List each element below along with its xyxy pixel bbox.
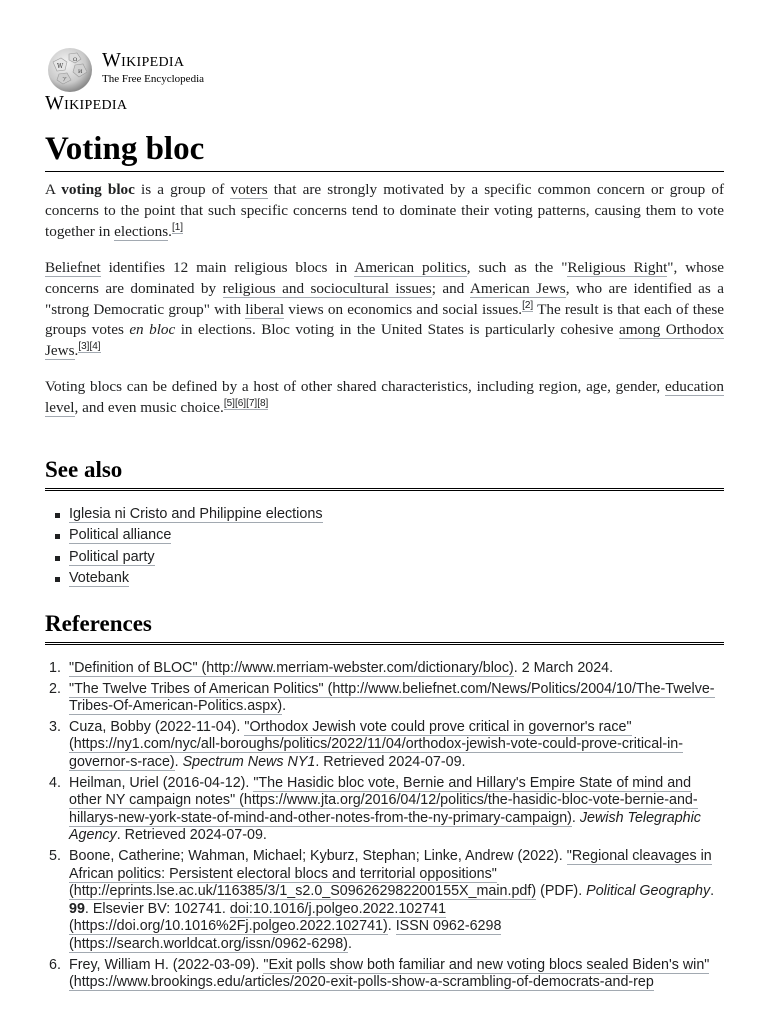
term-bold: voting bloc xyxy=(61,181,135,198)
site-logo[interactable] xyxy=(45,44,305,94)
ref-link[interactable]: "Exit polls show both familiar and new voting blocs sealed Biden's win" (https://www.brookings.edu/articles/2020-exit-polls-show-a-scrambling-of-democrats-and-rep xyxy=(69,956,710,991)
ref-number: 1. xyxy=(49,660,61,676)
text: ; and xyxy=(431,279,470,297)
text: that are strongly motivated by a specific common concern or group of concerns to the point that such specific concerns tend to dominate their voting patterns, causing them to vote together in xyxy=(45,181,724,240)
text: The result is that each of these groups votes xyxy=(45,300,724,339)
ref-text: . Elsevier BV: 102741. xyxy=(84,900,230,917)
see-also-list xyxy=(45,504,323,589)
ref-text: . xyxy=(571,809,580,826)
ref-text: Heilman, Uriel (2016-04-12). xyxy=(69,774,254,791)
link-american-jews[interactable]: American Jews xyxy=(469,279,566,297)
ref-text: . xyxy=(710,883,715,900)
text: . xyxy=(74,342,79,360)
references-heading: References xyxy=(45,609,724,645)
link-religious-right[interactable]: Religious Right xyxy=(567,259,668,276)
ref-text: (PDF). xyxy=(536,883,587,900)
link-american-politics[interactable]: American politics xyxy=(354,259,467,276)
text: is a group of xyxy=(134,181,231,198)
reference-item xyxy=(45,660,724,678)
ref-link[interactable]: "The Twelve Tribes of American Politics" (http://www.beliefnet.com/News/Politics/2004/10/The-Twelve-Tribes-Of-American-Politics.aspx) xyxy=(69,680,715,715)
intro-paragraph-1 xyxy=(45,180,724,242)
term-en-bloc: en bloc xyxy=(129,321,176,339)
list-item xyxy=(45,525,323,546)
ref-text: . xyxy=(282,698,287,715)
reference-item xyxy=(45,775,724,845)
intro-paragraph-3 xyxy=(45,377,724,419)
svg-text:Ω: Ω xyxy=(73,57,78,63)
citation-5[interactable]: [5] xyxy=(223,397,235,409)
link-beliefnet[interactable]: Beliefnet xyxy=(45,259,101,276)
reference-item xyxy=(45,848,724,954)
link-education-level[interactable]: education level xyxy=(45,378,724,416)
text: , who are identified as a "strong Democratic group" with xyxy=(45,279,724,318)
ref-link[interactable]: "Regional cleavages in African politics: Persistent electoral blocs and territorial oppositions" (http://eprints.lse.ac.uk/116385/3/1_s2.0_S096262982200155X_main.pdf) xyxy=(69,847,712,900)
text: . xyxy=(168,222,172,240)
reference-item xyxy=(45,957,724,992)
citation-3[interactable]: [3] xyxy=(78,341,90,353)
text: , such as the " xyxy=(466,259,568,276)
svg-text:И: И xyxy=(78,69,83,75)
link-liberal[interactable]: liberal xyxy=(245,300,285,318)
ref-text: . xyxy=(387,918,396,935)
ref-text: Cuza, Bobby (2022-11-04). xyxy=(69,718,245,735)
link-voters[interactable]: voters xyxy=(230,181,268,198)
ref-journal: Political Geography xyxy=(586,883,711,900)
see-also-heading: See also xyxy=(45,455,724,491)
ref-text: Boone, Catherine; Wahman, Michael; Kyburz, Stephan; Linke, Andrew (2022). xyxy=(69,847,567,864)
text: , and even music choice. xyxy=(74,398,224,416)
citation-1[interactable]: [1] xyxy=(171,221,184,233)
see-also-link[interactable]: Votebank xyxy=(69,569,130,586)
wordmark: Wikipedia xyxy=(102,49,185,71)
ref-publisher: Jewish Telegraphic Agency xyxy=(69,809,701,844)
citation-7[interactable]: [7] xyxy=(246,397,258,409)
text: identifies 12 main religious blocs in xyxy=(100,259,355,276)
text: A xyxy=(45,181,62,198)
see-also-link[interactable]: Political alliance xyxy=(69,527,172,544)
link-elections[interactable]: elections xyxy=(114,222,169,240)
reference-item xyxy=(45,719,724,772)
see-also-link[interactable]: Political party xyxy=(69,548,155,565)
references-list xyxy=(45,660,724,995)
citation-6[interactable]: [6] xyxy=(234,397,247,409)
ref-text: . Retrieved 2024-07-09. xyxy=(116,827,267,844)
wikipedia-globe-icon xyxy=(45,44,95,94)
text: Voting blocs can be defined by a host of other shared characteristics, including region, age, gender, xyxy=(45,378,665,395)
citation-4[interactable]: [4] xyxy=(89,341,101,353)
ref-number: 4. xyxy=(49,774,61,791)
ref-doi-link[interactable]: doi:10.1016/j.polgeo.2022.102741 (https://doi.org/10.1016%2Fj.polgeo.2022.102741) xyxy=(69,900,447,935)
ref-number: 5. xyxy=(49,847,61,864)
ref-link[interactable]: "The Hasidic bloc vote, Bernie and Hillary's Empire State of mind and other NY campaign notes" (https://www.jta.org/2016/04/12/politics/the-hasidic-bloc-vote-bernie-and-hillarys-new-york-state-of-mind-and-other-notes-from-the-ny-primary-campaign) xyxy=(69,774,698,826)
ref-link[interactable]: "Orthodox Jewish vote could prove critical in governor's race" (https://ny1.com/nyc/all-boroughs/politics/2022/11/04/orthodox-jewish-vote-could-prove-critical-in-governor-s-race) xyxy=(69,718,683,770)
tagline: The Free Encyclopedia xyxy=(102,73,205,85)
wordmark-repeat: Wikipedia xyxy=(45,92,128,114)
list-item xyxy=(45,568,323,589)
ref-publisher: Spectrum News NY1 xyxy=(182,753,316,770)
text: views on economics and social issues. xyxy=(284,300,523,318)
ref-volume: 99 xyxy=(69,900,85,917)
ref-number: 3. xyxy=(49,718,61,735)
ref-number: 6. xyxy=(49,956,61,973)
ref-text: . xyxy=(347,935,352,952)
list-item xyxy=(45,504,323,525)
svg-text:ア: ア xyxy=(62,77,68,83)
ref-issn-link[interactable]: ISSN 0962-6298 (https://search.worldcat.org/issn/0962-6298) xyxy=(69,918,502,952)
text: ", whose concerns are dominated by xyxy=(45,259,725,297)
citation-8[interactable]: [8] xyxy=(257,397,269,409)
ref-text: . xyxy=(174,753,183,770)
ref-text: . 2 March 2024. xyxy=(513,660,614,676)
page-title: Voting bloc xyxy=(45,128,724,172)
list-item xyxy=(45,547,323,568)
intro-paragraph-2 xyxy=(45,258,724,362)
link-religious-issues[interactable]: religious and sociocultural issues xyxy=(222,279,432,297)
ref-link[interactable]: "Definition of BLOC" (http://www.merriam-webster.com/dictionary/bloc) xyxy=(69,660,514,676)
ref-text: Frey, William H. (2022-03-09). xyxy=(69,956,264,973)
ref-number: 2. xyxy=(49,680,61,697)
reference-item xyxy=(45,681,724,716)
citation-2[interactable]: [2] xyxy=(522,299,534,311)
see-also-link[interactable]: Iglesia ni Cristo and Philippine elections xyxy=(69,506,323,522)
svg-text:W: W xyxy=(57,63,64,70)
text: in elections. Bloc voting in the United States is particularly cohesive xyxy=(175,321,619,339)
link-among-orthodox-jews[interactable]: among Orthodox Jews xyxy=(45,321,724,360)
ref-text: . Retrieved 2024-07-09. xyxy=(315,753,466,770)
